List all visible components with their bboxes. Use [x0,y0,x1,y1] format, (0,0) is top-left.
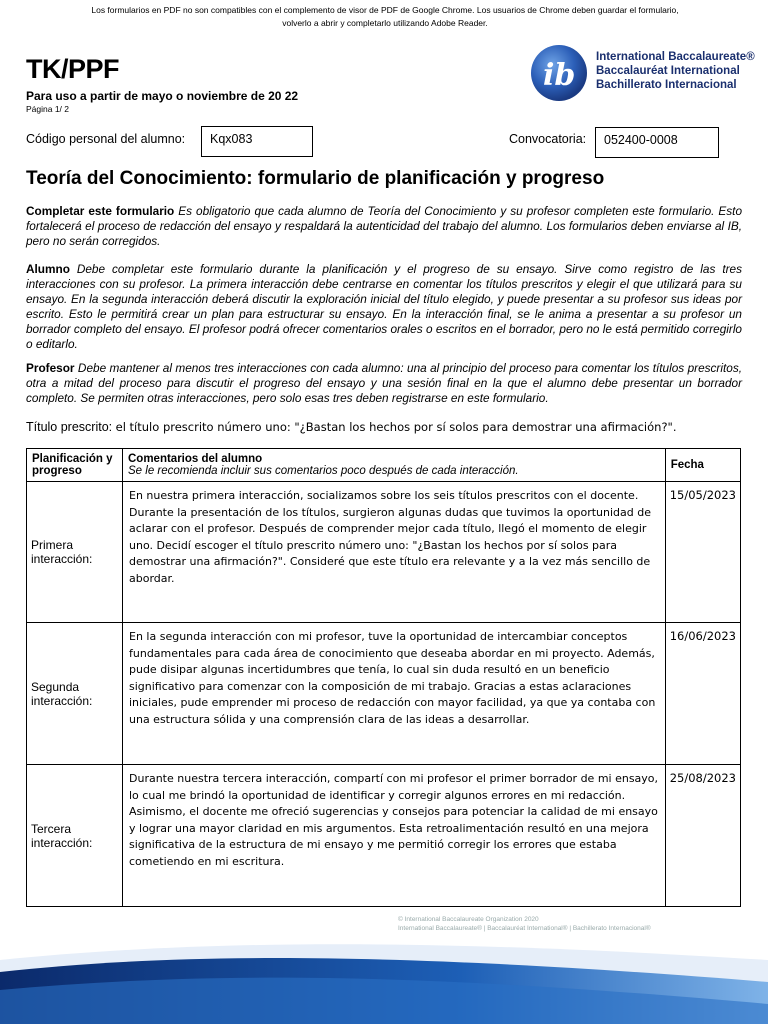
ib-globe-icon [528,42,592,104]
prescribed-title-label: Título prescrito: [26,420,116,434]
session-label: Convocatoria: [509,132,587,146]
complete-label: Completar este formulario [26,204,175,218]
date-field[interactable]: 15/05/2023 [665,482,740,623]
table-row [27,623,741,765]
student-text: Debe completar este formulario durante la planificación y el progreso de su ensayo. Sirve como registro de las tres interacciones con su profesor. La primera interacción debe centrarse en comentar los títulos prescritos y elegir el que utilizará para su ensayo. En la segunda interacción deberá discutir la exploración inicial del título elegido, y puede presentar a su profesor sus ideas por escrito. Esto le permitirá crear un plan para estructurar su ensayo. En la interacción final, se le anima a presentar a su profesor un borrador completo del ensayo. El profesor podrá ofrecer comentarios orales o escritos en el borrador, pero no le está permitido corregirlo o editarlo. [26,262,742,351]
stage-label: Tercera interacción: [27,765,123,907]
copyright-line: © International Baccalaureate Organization 2020 [398,916,539,923]
student-code-field[interactable]: Kqx083 [201,126,313,157]
student-code-label: Código personal del alumno: [26,132,186,146]
footer-wave-decoration [0,930,768,1024]
comment-field[interactable]: En la segunda interacción con mi profesor, tuve la oportunidad de intercambiar conceptos fundamentales para cada área de conocimiento que deseaba abordar en mi proyecto. Además, pude disipar algunas incertidumbres que tenía, lo cual sin duda resultó en un beneficio significativo para comenzar con la composición de mi trabajo. Gracias a estas aclaraciones iniciales, pude emprender mi proceso de redacción con mayor facilidad, ya que ya contaba con una estructura sólida y una comprensión clara de las ideas a desarrollar. [123,623,666,765]
col-header-stage: Planificación y progreso [27,449,123,482]
prescribed-title-value[interactable]: el título prescrito número uno: "¿Bastan los hechos por sí solos para demostrar una afirmación?". [115,420,677,434]
usage-note: Para uso a partir de mayo o noviembre de 20 22 [26,89,299,103]
table-header-row [27,449,741,482]
date-field[interactable]: 25/08/2023 [665,765,740,907]
session-field[interactable]: 052400-0008 [595,127,719,158]
col-header-comments [123,449,666,482]
notice-line-2: volverlo a abrir y completarlo utilizando Adobe Reader. [282,18,488,28]
table-row [27,482,741,623]
col-header-comments-title: Comentarios del alumno [128,453,263,465]
logo-line-1: International Baccalaureate® [596,51,755,63]
logo-line-3: Bachillerato Internacional [596,79,737,91]
page-number: Página 1/ 2 [26,104,70,114]
comment-field[interactable]: Durante nuestra tercera interacción, compartí con mi profesor el primer borrador de mi ensayo, lo cual me brindó la oportunidad de identificar y corregir algunos errores en mi redacción. Asimismo, el docente me ofreció sugerencias y consejos para potenciar la calidad de mi ensayo y lograr una mayor claridad en mis argumentos. Esta retroalimentación resultó en una mejora significativa de la estructura de mi ensayo y me permitió corregir los errores que estaba cometiendo en mi escritura. [123,765,666,907]
stage-label: Segunda interacción: [27,623,123,765]
col-header-date: Fecha [665,449,740,482]
form-code: TK/PPF [26,54,120,84]
logo-line-2: Baccalauréat International [596,65,740,77]
copyright-names: International Baccalaureate® | Baccalauréat International® | Bachillerato Internacional® [398,924,651,932]
instructions-teacher [26,361,742,406]
notice-line-1: Los formularios en PDF no son compatibles con el complemento de visor de PDF de Google Chrome. Los usuarios de Chrome deben guardar el formulario, [91,5,679,15]
comment-field[interactable]: En nuestra primera interacción, socializamos sobre los seis títulos prescritos con el docente. Durante la presentación de los títulos, surgieron algunas dudas que tuvimos la oportunidad de aclarar con el profesor. Después de comprender mejor cada título, llegó el momento de elegir uno. Decidí escoger el título prescrito número uno: "¿Bastan los hechos por sí solos para demostrar una afirmación?". Consideré que este título era relevante y a la vez más sencillo de abordar. [123,482,666,623]
stage-label: Primera interacción: [27,482,123,623]
form-title: Teoría del Conocimiento: formulario de planificación y progreso [26,168,605,189]
instructions-complete [26,204,742,249]
teacher-label: Profesor [26,361,75,375]
teacher-text: Debe mantener al menos tres interacciones con cada alumno: una al principio del proceso para comentar los títulos prescritos, otra a mitad del proceso para discutir el progreso del ensayo y una sesión final en la que el alumno debe presentar un borrador completo. Se permiten otras interacciones, pero solo esas tres deben registrarse en este formulario. [26,361,742,405]
ib-logo [528,42,755,104]
pdf-compatibility-notice [40,4,730,30]
prescribed-title [26,420,677,434]
col-header-comments-hint: Se le recomienda incluir sus comentarios poco después de cada interacción. [128,465,519,477]
date-field[interactable]: 16/06/2023 [665,623,740,765]
svg-text:ib: ib [543,58,576,93]
instructions-student [26,262,742,352]
complete-text: Es obligatorio que cada alumno de Teoría del Conocimiento y su profesor completen este formulario. Esto fortalecerá el proceso de redacción del ensayo y respaldará la autenticidad del trabajo del alumno. Los formularios deben enviarse al IB, pero no serán corregidos. [26,204,743,248]
table-row [27,765,741,907]
student-label: Alumno [26,262,70,276]
progress-table [26,448,741,907]
